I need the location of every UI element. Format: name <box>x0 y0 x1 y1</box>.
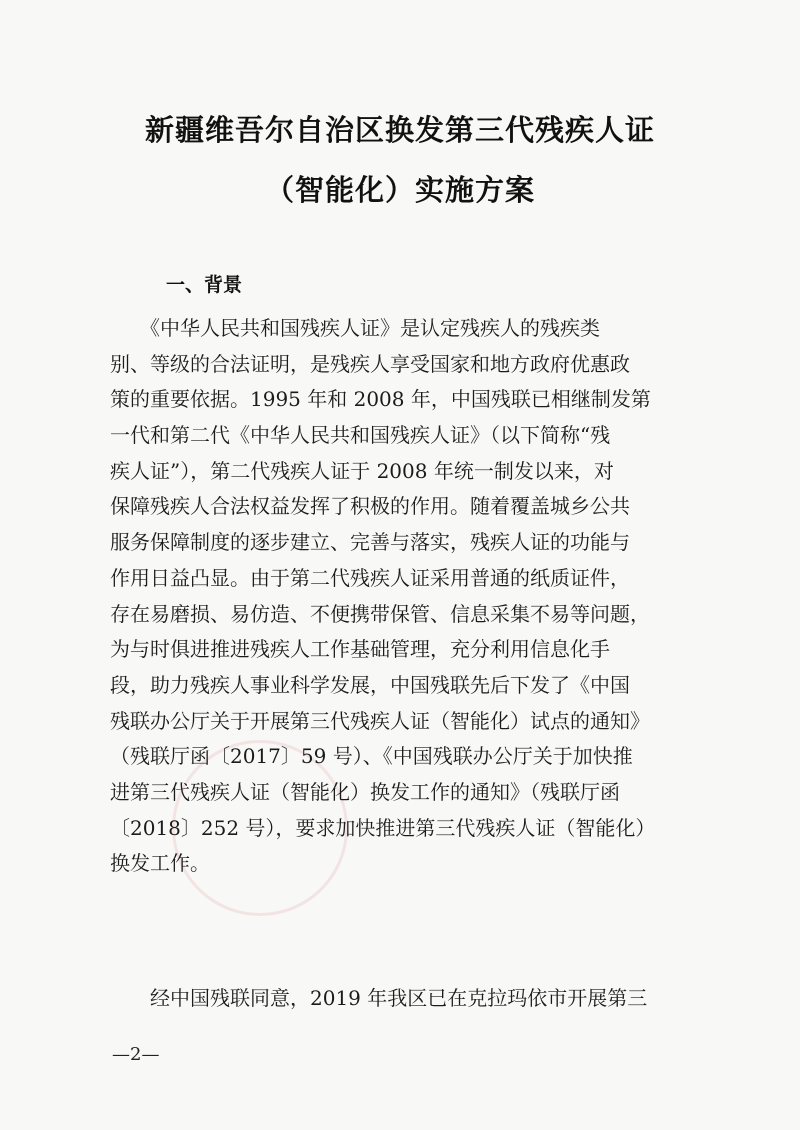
paragraph-line: 服务保障制度的逐步建立、完善与落实，残疾人证的功能与 <box>110 530 630 555</box>
paragraph-line: 为与时俱进推进残疾人工作基础管理，充分利用信息化手 <box>110 637 610 662</box>
paragraph-line: 作用日益凸显。由于第二代残疾人证采用普通的纸质证件， <box>110 565 630 590</box>
paragraph-line: 策的重要依据。1995 年和 2008 年，中国残联已相继制发第 <box>110 387 651 412</box>
paragraph-line: 进第三代残疾人证（智能化）换发工作的通知》（残联厅函 <box>110 779 620 804</box>
paragraph-pilot <box>110 981 695 1017</box>
paragraph-background <box>110 311 695 882</box>
paragraph-line: 保障残疾人合法权益发挥了积极的作用。随着覆盖城乡公共 <box>110 494 630 519</box>
paragraph-line: （残联厅函〔2017〕59 号）、《中国残联办公厅关于加快推 <box>110 744 633 769</box>
section-heading: 一、背景 <box>166 274 243 296</box>
document-title-line-1: 新疆维吾尔自治区换发第三代残疾人证 <box>144 113 655 147</box>
paragraph-line: 经中国残联同意，2019 年我区已在克拉玛依市开展第三 <box>110 986 648 1010</box>
paragraph-line: 一代和第二代《中华人民共和国残疾人证》（以下简称“残 <box>110 423 611 448</box>
document-title-line-2: （智能化）实施方案 <box>264 173 535 207</box>
paragraph-line: 疾人证”），第二代残疾人证于 2008 年统一制发以来，对 <box>110 458 614 483</box>
paragraph-line: 段，助力残疾人事业科学发展，中国残联先后下发了《中国 <box>110 672 630 697</box>
paragraph-line: 存在易磨损、易仿造、不便携带保管、信息采集不易等问题， <box>110 601 650 626</box>
page-number: —2— <box>112 1044 160 1065</box>
paragraph-line: 〔2018〕252 号），要求加快推进第三代残疾人证（智能化） <box>110 815 656 840</box>
paragraph-line: 换发工作。 <box>110 851 210 876</box>
paragraph-line: 残联办公厅关于开展第三代残疾人证（智能化）试点的通知》 <box>110 708 650 733</box>
paragraph-line: 《中华人民共和国残疾人证》是认定残疾人的残疾类 <box>110 316 600 340</box>
paragraph-line: 别、等级的合法证明，是残疾人享受国家和地方政府优惠政 <box>110 351 630 376</box>
